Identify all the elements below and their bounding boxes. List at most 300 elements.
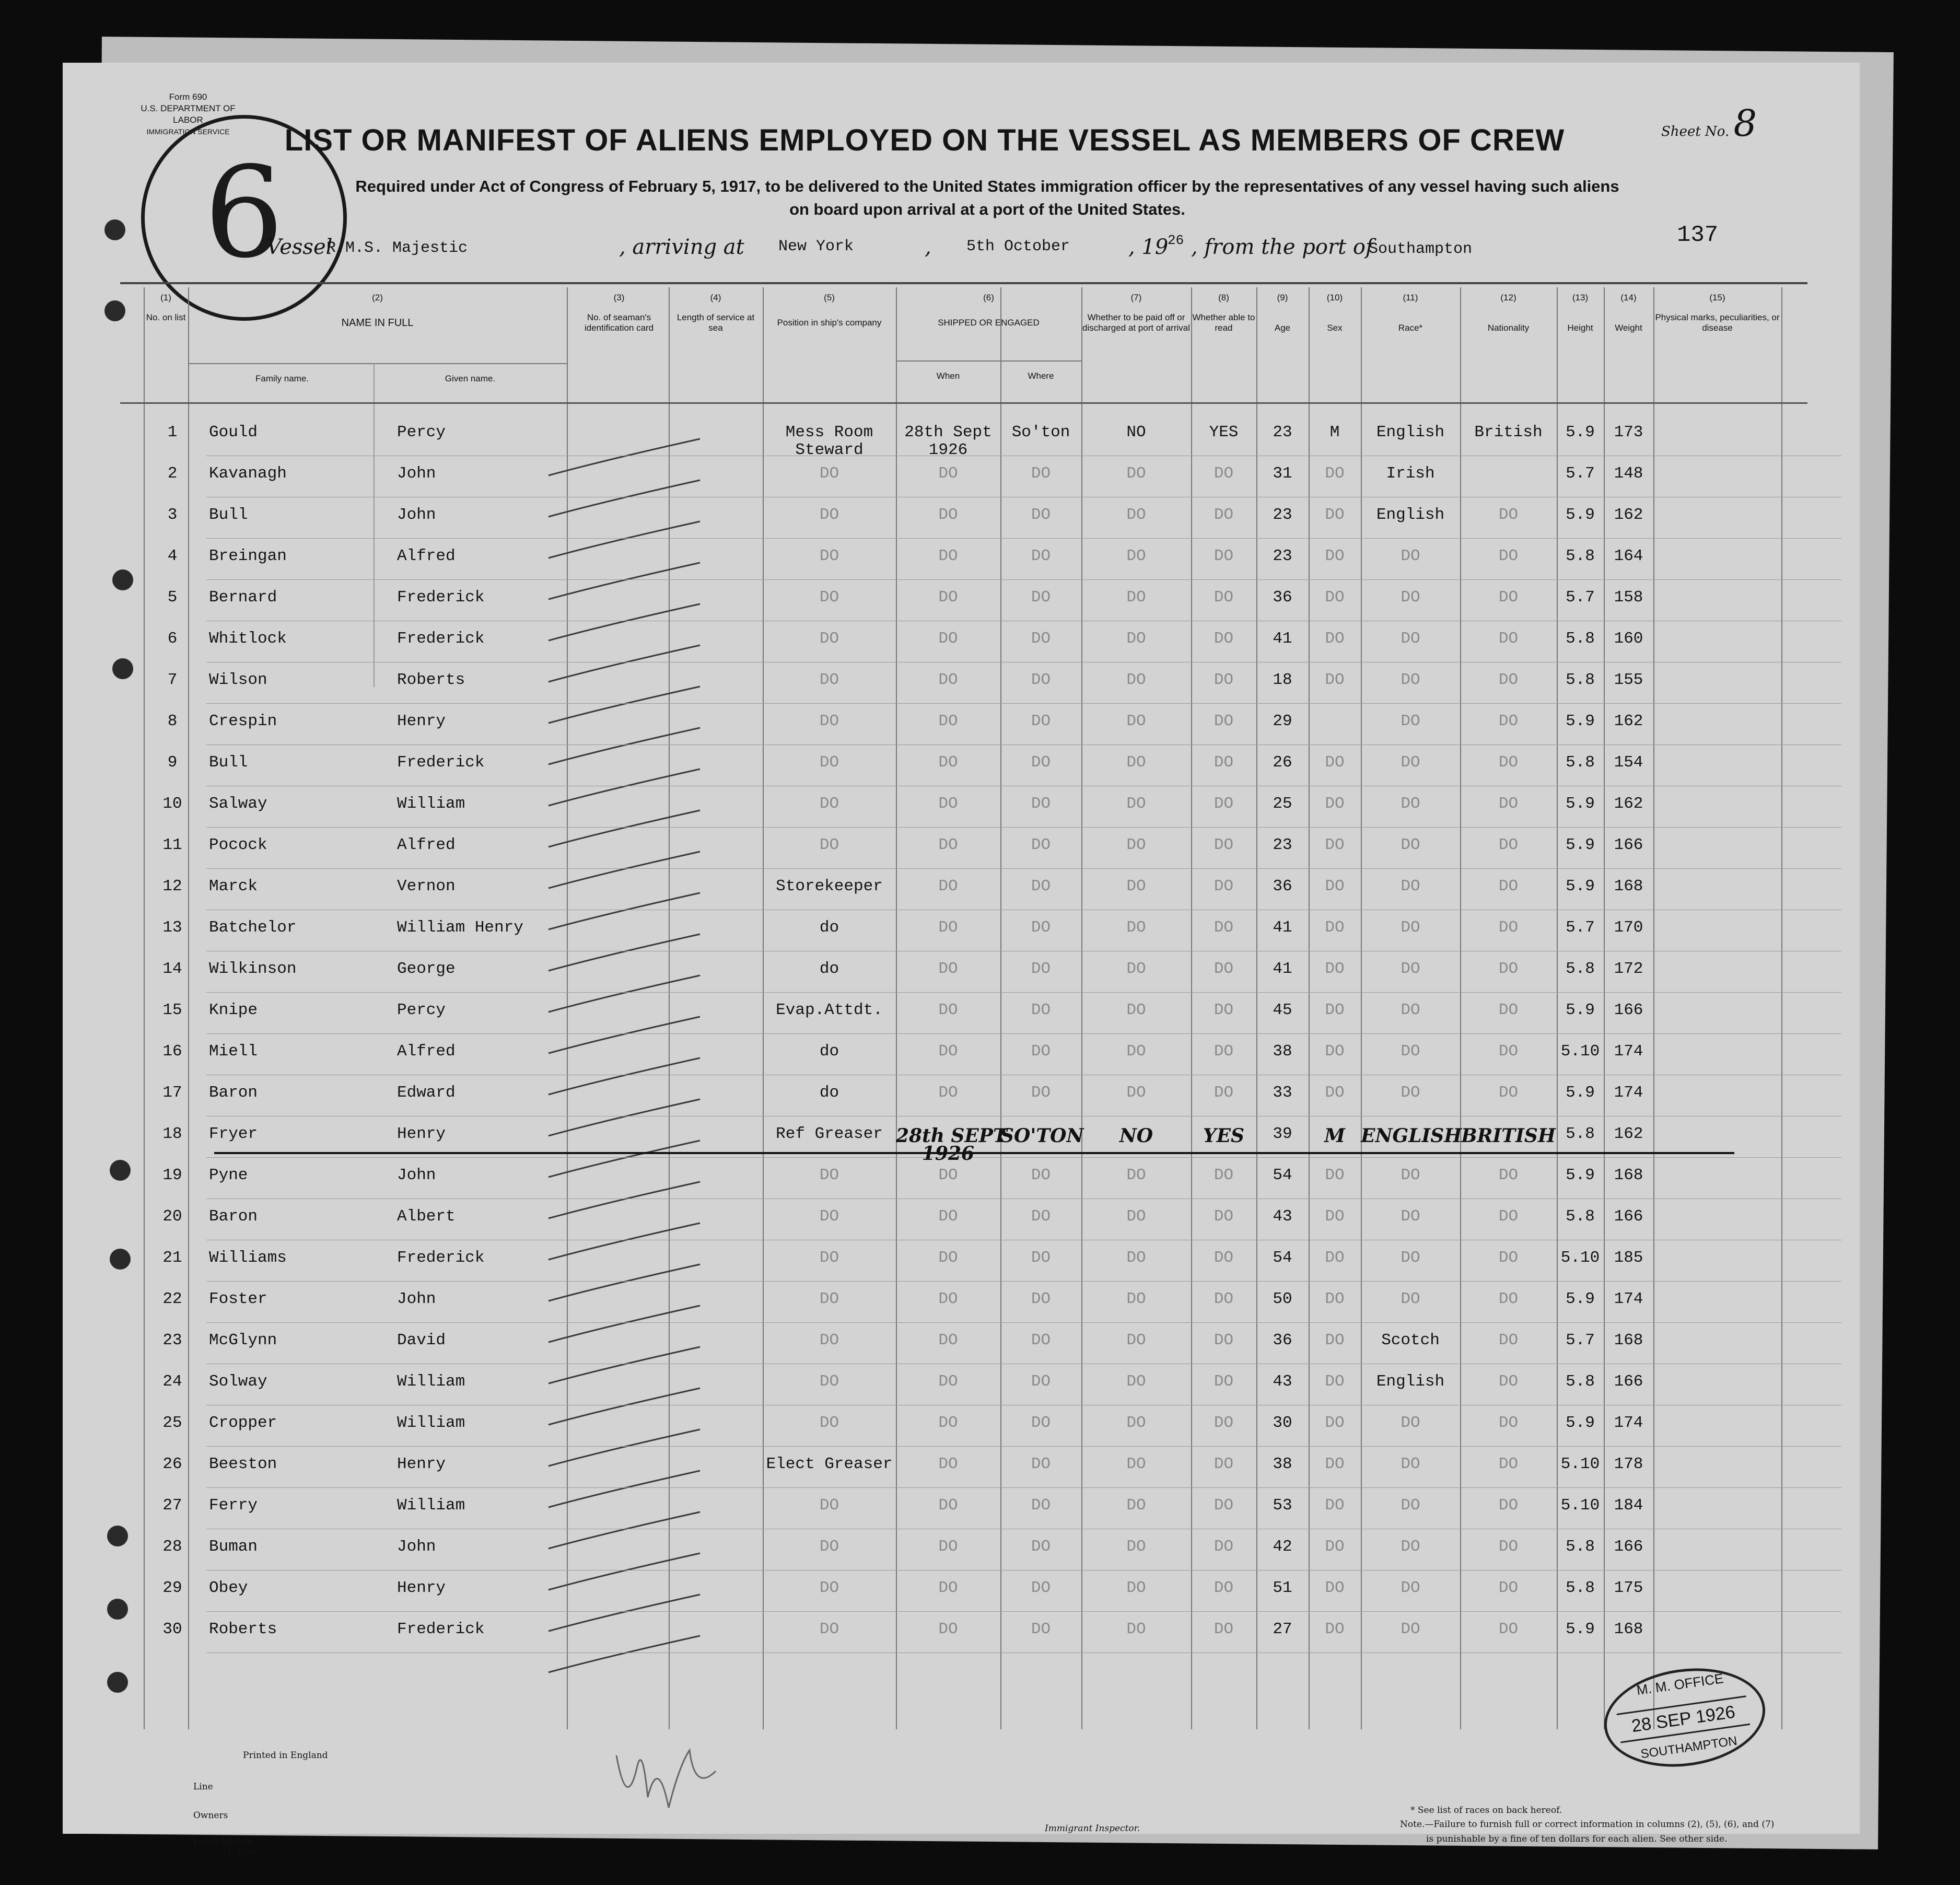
row-number: 17 [162, 1084, 182, 1102]
height: 5.7 [1566, 588, 1595, 607]
tick-stroke [549, 1223, 700, 1260]
family-name: Pocock [209, 836, 267, 854]
shipped-where: DO [1031, 1290, 1051, 1308]
row-number: 7 [167, 671, 178, 689]
inspector-label: Immigrant Inspector. [1045, 1823, 1140, 1834]
given-name: William [397, 1496, 465, 1515]
height: 5.10 [1560, 1042, 1600, 1061]
shipped-where: DO [1031, 1372, 1051, 1391]
nationality: DO [1498, 1455, 1519, 1473]
tick-stroke [549, 975, 700, 1012]
height: 5.8 [1566, 1125, 1595, 1143]
family-name: Bull [209, 753, 248, 772]
sex: DO [1325, 547, 1345, 565]
binder-hole [110, 1160, 131, 1181]
sex: DO [1325, 1496, 1345, 1515]
able-to-read: DO [1214, 547, 1234, 565]
position: DO [819, 1207, 839, 1226]
age: 45 [1273, 1001, 1292, 1019]
row-number: 11 [162, 836, 182, 854]
height: 5.9 [1566, 1620, 1595, 1638]
row-number: 6 [167, 630, 178, 648]
age: 43 [1273, 1372, 1292, 1391]
paid-off: DO [1126, 464, 1146, 483]
height: 5.9 [1566, 1290, 1595, 1308]
position: Ref Greaser [776, 1125, 883, 1143]
sex: M [1324, 1125, 1345, 1147]
age: 31 [1273, 464, 1292, 483]
row-number: 26 [162, 1455, 182, 1473]
race: DO [1401, 1249, 1420, 1267]
shipped-when: DO [938, 1042, 958, 1061]
shipped-where: DO [1031, 877, 1051, 895]
shipped-when: DO [938, 960, 958, 978]
height: 5.8 [1566, 547, 1595, 565]
row-number: 19 [162, 1166, 182, 1184]
tick-stroke [549, 1264, 700, 1301]
paid-off: DO [1126, 918, 1146, 937]
shipped-where: DO [1031, 1084, 1051, 1102]
able-to-read: DO [1214, 877, 1234, 895]
paid-off: DO [1126, 1207, 1146, 1226]
paid-off: DO [1126, 1538, 1146, 1556]
age: 41 [1273, 918, 1292, 937]
position: Evap.Attdt. [776, 1001, 883, 1019]
tick-stroke [549, 1141, 700, 1177]
department-name: U.S. DEPARTMENT OF LABOR [141, 103, 236, 125]
sex: DO [1325, 753, 1345, 772]
given-name: George [397, 960, 456, 978]
paid-off: DO [1126, 630, 1146, 648]
weight: 166 [1614, 836, 1643, 854]
sex: DO [1325, 671, 1345, 689]
paid-off: DO [1126, 1579, 1146, 1597]
header-nationality: (12) Nationality [1487, 293, 1530, 333]
given-name: William [397, 1414, 465, 1432]
shipped-when: DO [938, 1579, 958, 1597]
weight: 168 [1614, 877, 1643, 895]
tick-stroke [549, 1595, 700, 1631]
shipped-where: DO [1031, 1538, 1051, 1556]
paid-off: DO [1126, 588, 1146, 607]
row-number: 18 [162, 1125, 182, 1143]
paid-off: DO [1126, 1496, 1146, 1515]
position: DO [819, 1249, 839, 1267]
race: DO [1401, 547, 1420, 565]
race: DO [1401, 630, 1420, 648]
sex: DO [1325, 960, 1345, 978]
table-row-rule [206, 1033, 1841, 1034]
nationality: DO [1498, 836, 1519, 854]
family-name: Salway [209, 795, 267, 813]
able-to-read: YES [1203, 1125, 1245, 1147]
shipped-where: DO [1031, 795, 1051, 813]
height: 5.7 [1566, 1331, 1595, 1349]
shipped-when: DO [938, 1331, 958, 1349]
nationality: DO [1498, 1620, 1519, 1638]
tick-stroke [549, 439, 700, 475]
able-to-read: DO [1214, 1207, 1234, 1226]
given-name: John [397, 1538, 436, 1556]
table-row-rule [206, 1157, 1841, 1158]
height: 5.8 [1566, 1372, 1595, 1391]
paid-off: DO [1126, 671, 1146, 689]
able-to-read: DO [1214, 1620, 1234, 1638]
race: DO [1401, 918, 1420, 937]
paid-off: DO [1126, 836, 1146, 854]
nationality: DO [1498, 1001, 1519, 1019]
tick-stroke [549, 1553, 700, 1590]
age: 23 [1273, 423, 1292, 441]
shipped-when: DO [938, 464, 958, 483]
row-number: 13 [162, 918, 182, 937]
age: 54 [1273, 1166, 1292, 1184]
sex: DO [1325, 630, 1345, 648]
sex: DO [1325, 1001, 1345, 1019]
able-to-read: DO [1214, 753, 1234, 772]
service-name: IMMIGRATION SERVICE [146, 127, 230, 136]
shipped-where: SO'TON [1000, 1125, 1084, 1147]
manifest-sheet: Form 690 U.S. DEPARTMENT OF LABOR IMMIGRATION SERVICE 6 Sheet No. 8 LIST OR MANIFEST OF ALIENS EMPLOYED ON THE VESSEL AS MEMBERS OF CREW Required under Act of Congress of February 5, 1917, to be delivered to the United States immigration officer by the representatives of any vessel having such aliens on board upon arrival at a port of the United States. Vessel R.M.S. Majestic , arriving at New York , 5th October , 19 26 , from the port of Southampton 137 (1) No. on list (2) NAME IN FULL Family name. Given name. (3) No. of seaman's identification card (4) Length of service at sea (5) Position in ship's company (6) SHIPPED OR ENGAGED When Where (7) Whether to be paid off or discharged at port of arrival (8) Whether able to read (9) Age (10) Sex (11) Race* (12) Nationality (13) Height (14) Weight (15) Physical marks, peculiarities, or disease 1 Gould Percy Mess Room 28th Sept So'ton NO YES 23 M English British 5.9 173 Steward 1926 2 Kavanagh John DO DO DO DO DO 31 DO Irish 5.7 148 3 Bull John DO DO DO DO DO 23 DO English DO 5.9 162 4 Breingan Alfred DO DO DO DO DO 23 DO DO DO 5.8 164 5 Bernard Frederick DO DO DO DO DO 36 DO DO DO 5.7 158 6 Whitlock Frederick DO DO DO DO DO 41 DO DO DO 5.8 160 7 Wilson Roberts DO DO DO DO DO 18 DO DO DO 5.8 155 8 Crespin Henry DO DO DO DO DO 29 DO DO 5.9 162 9 Bull Frederick DO DO DO DO DO 26 DO DO DO 5.8 154 10 Salway William DO DO DO DO DO 25 DO DO DO 5.9 162 11 Pocock Alfred DO DO DO DO DO 23 DO DO DO 5.9 166 12 Marck Vernon Storekeeper DO DO DO DO 36 DO DO DO 5.9 168 13 Batchelor William Henry do DO DO DO DO 41 DO DO DO 5.7 170 14 Wilkinson George do DO DO DO DO 41 DO DO DO 5.8 172 15 Knipe Percy Evap.Attdt. DO DO DO DO 45 DO DO DO 5.9 166 16 Miell Alfred do DO DO DO DO 38 DO DO DO 5.10 174 17 Baron Edward do DO DO DO DO 33 DO DO DO 5.9 174 18 Fryer Henry Ref Greaser 28th SEPT SO'TON NO YES 39 M ENGLISH BRITISH 5.8 162 1926 19 Pyne John DO DO DO DO DO 54 DO DO DO 5.9 168 20 Baron Albert DO DO DO DO DO 43 DO DO DO 5.8 166 21 Williams Frederick DO DO DO DO DO 54 DO DO DO 5.10 185 22 Foster John DO DO DO DO DO 50 DO DO DO 5.9 174 23 McGlynn David DO DO DO DO DO 36 DO Scotch DO 5.7 168 24 Solway William DO DO DO DO DO 43 DO English DO 5.8 166 25 Cropper William DO DO DO DO DO 30 DO DO DO 5.9 174 26 Beeston Henry Elect Greaser DO DO DO DO 38 DO DO DO 5.10 178 27 Ferry William DO DO DO DO DO 53 DO DO DO 5.10 184 28 Buman John DO DO DO DO DO 42 DO DO DO 5.8 166 29 Obey Henry DO DO DO DO DO 51 DO DO DO 5.8 175 30 Roberts Frederick DO DO DO DO DO 27 DO DO DO 5.9 168 Printed in England Line Owners Local Agents 14—1240 Immigrant Inspector. * See list of races on back hereof. Note.—Failure to furnish full or correct information in columns (2), (5), (6), and (7) is punishable by a fine of ten dollars for each alien. See other side. M. M. OFFICE 28 SEP 1926 SOUTHAMPTON [63, 63, 1860, 1834]
race: DO [1401, 588, 1420, 607]
table-top-rule [120, 282, 1807, 284]
race: Scotch [1381, 1331, 1440, 1349]
race: DO [1401, 1290, 1420, 1308]
shipped-where: DO [1031, 1166, 1051, 1184]
able-to-read: DO [1214, 1249, 1234, 1267]
header-no-on-list: (1) No. on list [146, 293, 186, 322]
nationality: DO [1498, 1207, 1519, 1226]
given-name: Frederick [397, 1249, 485, 1267]
nationality: DO [1498, 753, 1519, 772]
weight: 166 [1614, 1001, 1643, 1019]
given-name: Frederick [397, 1620, 485, 1638]
shipped-when: DO [938, 1414, 958, 1432]
row-number: 24 [162, 1372, 182, 1391]
paid-off: NO [1119, 1125, 1153, 1147]
family-name: Solway [209, 1372, 267, 1391]
able-to-read: DO [1214, 464, 1234, 483]
given-name: Henry [397, 1455, 446, 1473]
age: 42 [1273, 1538, 1292, 1556]
height: 5.8 [1566, 1538, 1595, 1556]
position: DO [819, 547, 839, 565]
page-number: 137 [1677, 222, 1719, 248]
position: DO [819, 836, 839, 854]
vessel-name: R.M.S. Majestic [326, 239, 468, 257]
footer-code: 14—1240 [222, 1848, 255, 1856]
tick-stroke [549, 1017, 700, 1053]
shipped-when: DO [938, 1290, 958, 1308]
shipped-where: DO [1031, 1042, 1051, 1061]
from-port-label: , from the port of [1191, 235, 1373, 259]
nationality: DO [1498, 547, 1519, 565]
paid-off: DO [1126, 712, 1146, 730]
able-to-read: YES [1209, 423, 1239, 441]
weight: 174 [1614, 1042, 1643, 1061]
nationality: DO [1498, 1496, 1519, 1515]
race: English [1376, 423, 1445, 441]
family-name: Foster [209, 1290, 267, 1308]
binder-hole [104, 219, 125, 240]
paid-off: DO [1126, 1620, 1146, 1638]
position: Mess Room [785, 423, 873, 441]
height: 5.8 [1566, 671, 1595, 689]
paid-off: NO [1126, 423, 1146, 441]
height: 5.8 [1566, 1207, 1595, 1226]
family-name: Wilson [209, 671, 267, 689]
height: 5.9 [1566, 1084, 1595, 1102]
printed-in-england: Printed in England [243, 1750, 328, 1761]
family-name: Beeston [209, 1455, 277, 1473]
height: 5.8 [1566, 960, 1595, 978]
height: 5.9 [1566, 423, 1595, 441]
office-stamp: M. M. OFFICE 28 SEP 1926 SOUTHAMPTON [1598, 1658, 1772, 1776]
family-name: Whitlock [209, 630, 287, 648]
given-name: Frederick [397, 630, 485, 648]
given-name: Alfred [397, 1042, 456, 1061]
page-subtitle: Required under Act of Congress of February 5, 1917, to be delivered to the United States immigration officer by the representatives of any vessel having such aliens on board upon arrival at a port of the United States. [355, 177, 1619, 218]
tick-stroke [549, 1471, 700, 1507]
given-name: Edward [397, 1084, 456, 1102]
given-name: Roberts [397, 671, 465, 689]
given-name: John [397, 1166, 436, 1184]
sex: DO [1325, 1414, 1345, 1432]
family-name: Batchelor [209, 918, 297, 937]
height: 5.10 [1560, 1455, 1600, 1473]
paid-off: DO [1126, 1001, 1146, 1019]
shipped-when-line-2: 1926 [928, 441, 968, 459]
shipped-where: DO [1031, 1001, 1051, 1019]
shipped-when: 28th Sept [904, 423, 992, 441]
row-number: 27 [162, 1496, 182, 1515]
weight: 172 [1614, 960, 1643, 978]
weight: 174 [1614, 1414, 1643, 1432]
shipped-when: DO [938, 1372, 958, 1391]
shipped-where: DO [1031, 1249, 1051, 1267]
shipped-when: DO [938, 506, 958, 524]
row-number: 15 [162, 1001, 182, 1019]
paid-off: DO [1126, 1372, 1146, 1391]
position: DO [819, 753, 839, 772]
tick-stroke [549, 934, 700, 971]
tick-stroke [549, 604, 700, 641]
sex: DO [1325, 1290, 1345, 1308]
header-able-to-read: (8) Whether able to read [1192, 293, 1255, 333]
shipped-where: So'ton [1011, 423, 1070, 441]
binder-hole [110, 1249, 131, 1270]
sex: DO [1325, 1372, 1345, 1391]
position: do [819, 1084, 839, 1102]
vessel-label: Vessel [266, 235, 333, 259]
able-to-read: DO [1214, 1001, 1234, 1019]
family-name: Ferry [209, 1496, 258, 1515]
row-number: 23 [162, 1331, 182, 1349]
nationality: DO [1498, 1290, 1519, 1308]
nationality: DO [1498, 1042, 1519, 1061]
weight: 162 [1614, 712, 1643, 730]
height: 5.9 [1566, 1414, 1595, 1432]
age: 36 [1273, 877, 1292, 895]
position: do [819, 1042, 839, 1061]
header-weight: (14) Weight [1615, 293, 1642, 333]
race: DO [1401, 1084, 1420, 1102]
shipped-when-line-2: 1926 [921, 1143, 975, 1165]
position-line-2: Steward [795, 441, 864, 459]
sex: DO [1325, 877, 1345, 895]
given-name: David [397, 1331, 446, 1349]
height: 5.9 [1566, 1166, 1595, 1184]
able-to-read: DO [1214, 1372, 1234, 1391]
age: 18 [1273, 671, 1292, 689]
shipped-where: DO [1031, 671, 1051, 689]
shipped-where: DO [1031, 1620, 1051, 1638]
shipped-when: DO [938, 547, 958, 565]
age: 23 [1273, 836, 1292, 854]
paid-off: DO [1126, 1455, 1146, 1473]
sex: DO [1325, 1249, 1345, 1267]
shipped-when: DO [938, 671, 958, 689]
header-sex: (10) Sex [1326, 293, 1343, 333]
footer-line-label: Line [193, 1782, 213, 1792]
arriving-label: , arriving at [619, 235, 744, 259]
able-to-read: DO [1214, 630, 1234, 648]
race: DO [1401, 1207, 1420, 1226]
tick-stroke [549, 769, 700, 806]
able-to-read: DO [1214, 1579, 1234, 1597]
able-to-read: DO [1214, 1496, 1234, 1515]
row-number: 12 [162, 877, 182, 895]
given-name: Henry [397, 712, 446, 730]
family-name: Pyne [209, 1166, 248, 1184]
shipped-where: DO [1031, 918, 1051, 937]
given-name: Henry [397, 1125, 446, 1143]
weight: 166 [1614, 1372, 1643, 1391]
race: English [1376, 506, 1445, 524]
tick-stroke [549, 1058, 700, 1095]
paid-off: DO [1126, 1042, 1146, 1061]
position: DO [819, 1166, 839, 1184]
footer-agents-label: Local Agents [193, 1836, 252, 1847]
family-name: Gould [209, 423, 258, 441]
page-title: LIST OR MANIFEST OF ALIENS EMPLOYED ON THE VESSEL AS MEMBERS OF CREW [284, 123, 1565, 157]
age: 38 [1273, 1455, 1292, 1473]
race: ENGLISH [1361, 1125, 1462, 1147]
footer-note-1: Note.—Failure to furnish full or correct information in columns (2), (5), (6), and (7) [1400, 1819, 1775, 1830]
able-to-read: DO [1214, 1084, 1234, 1102]
weight: 166 [1614, 1207, 1643, 1226]
header-race: (11) Race* [1398, 293, 1423, 333]
family-name: Roberts [209, 1620, 277, 1638]
position: Elect Greaser [766, 1455, 893, 1473]
able-to-read: DO [1214, 1455, 1234, 1473]
age: 41 [1273, 630, 1292, 648]
table-row-rule [206, 1487, 1841, 1488]
binder-hole [112, 658, 133, 679]
height: 5.8 [1566, 753, 1595, 772]
shipped-where: DO [1031, 630, 1051, 648]
tick-stroke [549, 728, 700, 764]
race: DO [1401, 1538, 1420, 1556]
row-number: 22 [162, 1290, 182, 1308]
weight: 162 [1614, 1125, 1643, 1143]
height: 5.8 [1566, 1579, 1595, 1597]
sex: DO [1325, 464, 1345, 483]
shipped-when: DO [938, 1249, 958, 1267]
age: 36 [1273, 1331, 1292, 1349]
row-number: 1 [167, 423, 178, 441]
sex: DO [1325, 1331, 1345, 1349]
row-number: 30 [162, 1620, 182, 1638]
tick-stroke [549, 1636, 700, 1672]
sheet-number: Sheet No. 8 [1661, 102, 1757, 145]
nationality: DO [1498, 671, 1519, 689]
inspector-signature [611, 1735, 726, 1829]
sex: DO [1325, 836, 1345, 854]
age: 36 [1273, 588, 1292, 607]
family-name: Fryer [209, 1125, 258, 1143]
weight: 148 [1614, 464, 1643, 483]
shipped-where: DO [1031, 960, 1051, 978]
binder-hole [107, 1599, 128, 1620]
weight: 166 [1614, 1538, 1643, 1556]
paid-off: DO [1126, 795, 1146, 813]
row-number: 14 [162, 960, 182, 978]
nationality: DO [1498, 960, 1519, 978]
tick-stroke [549, 1099, 700, 1136]
able-to-read: DO [1214, 671, 1234, 689]
nationality: DO [1498, 1331, 1519, 1349]
binder-hole [107, 1526, 128, 1546]
sex: DO [1325, 795, 1345, 813]
footer-note-2: is punishable by a fine of ten dollars for each alien. See other side. [1426, 1834, 1728, 1844]
sex: DO [1325, 1166, 1345, 1184]
age: 43 [1273, 1207, 1292, 1226]
race: DO [1401, 960, 1420, 978]
given-name: Alfred [397, 547, 456, 565]
nationality: DO [1498, 588, 1519, 607]
shipped-where: DO [1031, 464, 1051, 483]
sex: DO [1325, 588, 1345, 607]
row-number: 9 [167, 753, 178, 772]
shipped-when: DO [938, 1207, 958, 1226]
tick-stroke [549, 852, 700, 888]
row-number: 5 [167, 588, 178, 607]
nationality: British [1474, 423, 1543, 441]
height: 5.10 [1560, 1496, 1600, 1515]
table-row-rule [206, 744, 1841, 745]
tick-stroke [549, 1512, 700, 1549]
sex: DO [1325, 1042, 1345, 1061]
shipped-where: DO [1031, 1414, 1051, 1432]
nationality: DO [1498, 1538, 1519, 1556]
able-to-read: DO [1214, 836, 1234, 854]
age: 38 [1273, 1042, 1292, 1061]
row-number: 29 [162, 1579, 182, 1597]
weight: 184 [1614, 1496, 1643, 1515]
able-to-read: DO [1214, 960, 1234, 978]
header-position: (5) Position in ship's company [777, 293, 882, 328]
tick-stroke [549, 686, 700, 723]
nationality: DO [1498, 918, 1519, 937]
paid-off: DO [1126, 547, 1146, 565]
paid-off: DO [1126, 753, 1146, 772]
table-row-rule [206, 1322, 1841, 1323]
circled-number: 6 [141, 115, 347, 321]
paid-off: DO [1126, 1290, 1146, 1308]
shipped-when: DO [938, 1538, 958, 1556]
tick-stroke [549, 480, 700, 517]
